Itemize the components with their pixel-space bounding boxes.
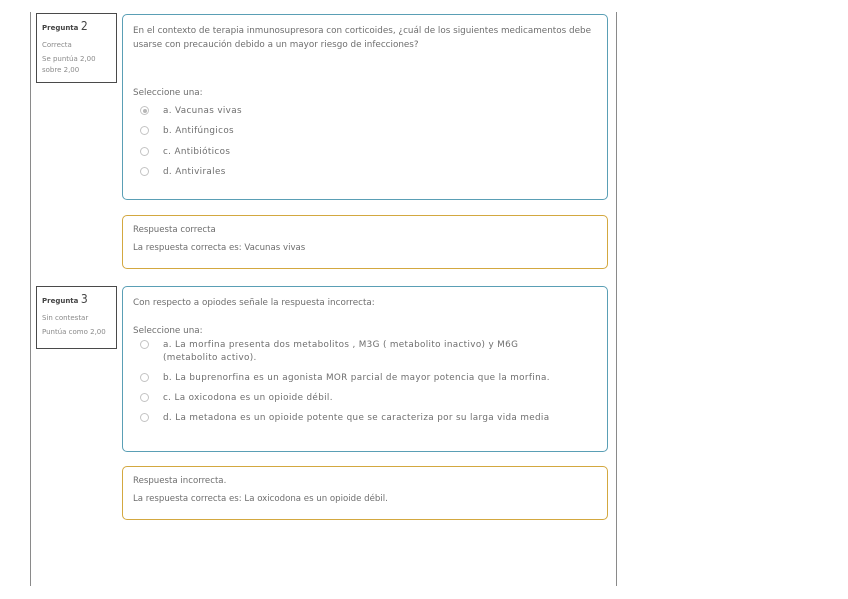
question-info-3 xyxy=(36,286,117,349)
radio-button[interactable] xyxy=(140,126,149,135)
answer-prompt: Seleccione una: xyxy=(133,325,203,336)
content-right-border xyxy=(616,12,617,586)
radio-button[interactable] xyxy=(140,106,149,115)
answer-option-b[interactable]: b. Antifúngicos xyxy=(133,125,597,138)
question-number: Pregunta 3 xyxy=(42,292,88,306)
question-info-2 xyxy=(36,13,117,83)
answer-option-c[interactable]: c. Antibióticos xyxy=(133,146,597,159)
feedback-answer: La respuesta correcta es: Vacunas vivas xyxy=(133,243,306,253)
feedback-title: Respuesta incorrecta. xyxy=(133,476,227,486)
answer-prompt: Seleccione una: xyxy=(133,88,203,99)
question-number: Pregunta 2 xyxy=(42,19,88,33)
question-state: Correcta xyxy=(42,40,72,49)
radio-button[interactable] xyxy=(140,147,149,156)
question-text: En el contexto de terapia inmunosupresora con corticoides, ¿cuál de los siguientes medicamentos debe usarse con precaución debido a un mayor riesgo de infecciones? xyxy=(133,26,591,50)
question-number-value: 3 xyxy=(80,292,88,306)
radio-button[interactable] xyxy=(140,340,149,349)
question-text: Con respecto a opiodes señale la respuesta incorrecta: xyxy=(133,298,375,308)
feedback-title: Respuesta correcta xyxy=(133,225,216,235)
feedback-answer: La respuesta correcta es: La oxicodona es un opioide débil. xyxy=(133,494,388,504)
answer-option-d[interactable]: d. La metadona es un opioide potente que se caracteriza por su larga vida media xyxy=(133,412,597,425)
feedback-box-2 xyxy=(122,215,608,269)
question-box-2 xyxy=(122,14,608,200)
question-state: Sin contestar xyxy=(42,313,89,322)
question-number-value: 2 xyxy=(80,19,88,33)
answer-option-a[interactable]: a. La morfina presenta dos metabolitos , M3G ( metabolito inactivo) y M6G (metabolito activo). xyxy=(133,339,597,365)
radio-button[interactable] xyxy=(140,393,149,402)
answer-option-b[interactable]: b. La buprenorfina es un agonista MOR parcial de mayor potencia que la morfina. xyxy=(133,372,597,385)
answer-option-c[interactable]: c. La oxicodona es un opioide débil. xyxy=(133,392,597,405)
radio-button[interactable] xyxy=(140,167,149,176)
question-grade: Puntúa como 2,00 xyxy=(42,328,106,337)
question-box-3 xyxy=(122,286,608,452)
radio-button[interactable] xyxy=(140,373,149,382)
content-left-border xyxy=(30,12,31,586)
feedback-box-3 xyxy=(122,466,608,520)
radio-button[interactable] xyxy=(140,413,149,422)
question-grade: Se puntúa 2,00 sobre 2,00 xyxy=(42,55,96,75)
answer-option-d[interactable]: d. Antivirales xyxy=(133,166,597,179)
answer-option-a[interactable]: a. Vacunas vivas xyxy=(133,105,597,118)
